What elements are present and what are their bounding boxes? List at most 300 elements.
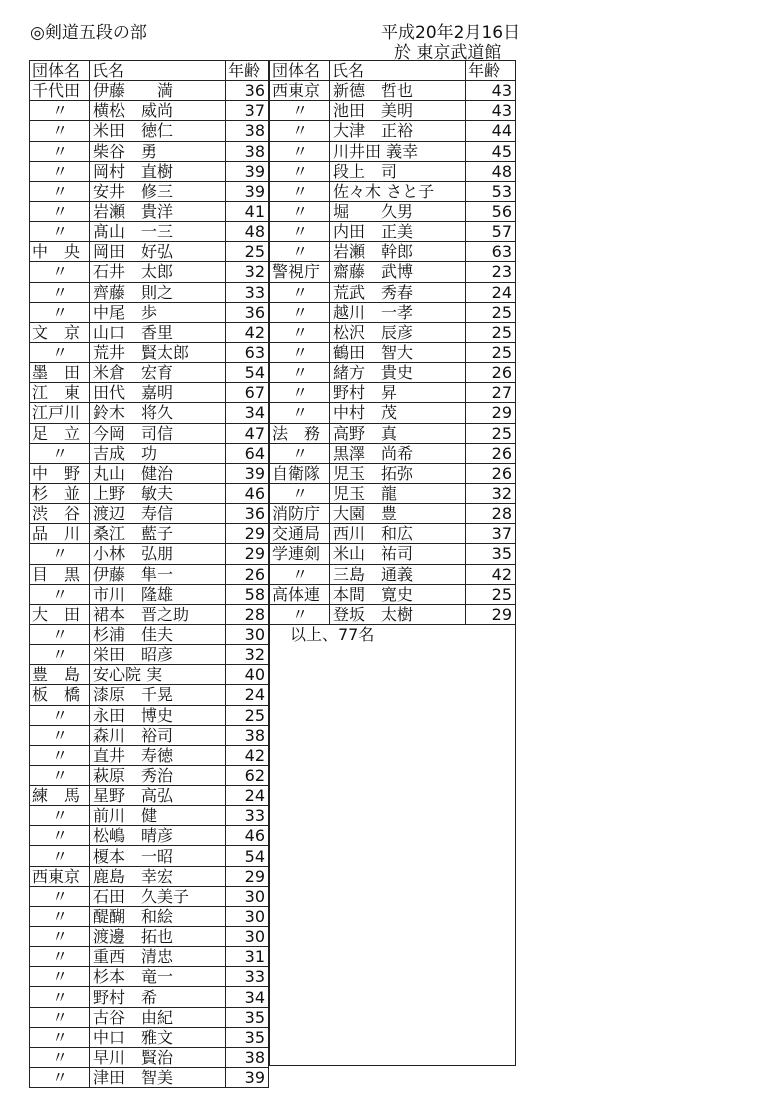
table-row <box>30 886 269 906</box>
table-row <box>30 645 269 665</box>
org-cell: 〃 <box>30 645 90 665</box>
org-cell: 文 京 <box>30 322 90 342</box>
blank-row <box>270 702 516 721</box>
age-cell: 29 <box>226 544 269 564</box>
age-cell: 25 <box>466 322 516 342</box>
table-row <box>30 665 269 685</box>
table-row <box>30 282 269 302</box>
name-cell: 直井 寿徳 <box>90 745 226 765</box>
name-cell: 古谷 由紀 <box>90 1007 226 1027</box>
age-cell: 41 <box>226 201 269 221</box>
name-cell: 本間 寛史 <box>330 584 466 604</box>
org-cell: 〃 <box>30 584 90 604</box>
age-cell: 24 <box>466 282 516 302</box>
age-cell: 33 <box>226 967 269 987</box>
org-cell: 渋 谷 <box>30 504 90 524</box>
table-row <box>270 262 516 282</box>
org-cell: 〃 <box>30 846 90 866</box>
table-row <box>30 1047 269 1067</box>
age-cell: 35 <box>226 1027 269 1047</box>
age-cell: 29 <box>466 604 516 624</box>
name-header: 氏名 <box>330 61 466 81</box>
age-cell: 36 <box>226 81 269 101</box>
blank-row <box>270 874 516 893</box>
org-cell: 〃 <box>30 927 90 947</box>
org-cell: 〃 <box>30 1068 90 1088</box>
age-cell: 24 <box>226 786 269 806</box>
blank-row <box>270 835 516 854</box>
blank-cell <box>270 702 516 721</box>
table-row <box>270 483 516 503</box>
age-cell: 30 <box>226 906 269 926</box>
blank-cell <box>270 816 516 835</box>
table-row <box>30 765 269 785</box>
name-cell: 安井 修三 <box>90 181 226 201</box>
table-row <box>30 383 269 403</box>
blank-cell <box>270 855 516 874</box>
table-row <box>30 604 269 624</box>
org-cell: 学連剣 <box>270 544 330 564</box>
name-cell: 渡邊 拓也 <box>90 927 226 947</box>
name-cell: 上野 敏夫 <box>90 483 226 503</box>
org-cell: 〃 <box>270 161 330 181</box>
org-cell: 〃 <box>270 242 330 262</box>
summary-row <box>270 624 516 644</box>
name-cell: 榎本 一昭 <box>90 846 226 866</box>
table-row <box>30 322 269 342</box>
table-row <box>30 685 269 705</box>
table-row <box>30 181 269 201</box>
age-cell: 56 <box>466 201 516 221</box>
name-cell: 漆原 千晃 <box>90 685 226 705</box>
name-cell: 荒武 秀春 <box>330 282 466 302</box>
name-cell: 市川 隆雄 <box>90 584 226 604</box>
org-cell: 〃 <box>270 201 330 221</box>
blank-row <box>270 682 516 701</box>
org-cell: 〃 <box>30 806 90 826</box>
page-title: ◎剣道五段の部 <box>30 23 147 43</box>
right-table-body <box>270 81 516 1066</box>
age-cell: 30 <box>226 927 269 947</box>
age-cell: 23 <box>466 262 516 282</box>
table-row <box>30 725 269 745</box>
blank-cell <box>270 874 516 893</box>
name-cell: 岡村 直樹 <box>90 161 226 181</box>
org-cell: 練 馬 <box>30 786 90 806</box>
table-row <box>30 483 269 503</box>
age-cell: 25 <box>466 584 516 604</box>
name-cell: 高野 真 <box>330 423 466 443</box>
name-cell: 野村 昇 <box>330 383 466 403</box>
name-cell: 登坂 太樹 <box>330 604 466 624</box>
age-cell: 26 <box>466 443 516 463</box>
age-cell: 46 <box>226 826 269 846</box>
age-cell: 38 <box>226 121 269 141</box>
org-cell: 江戸川 <box>30 403 90 423</box>
org-cell: 〃 <box>270 342 330 362</box>
table-row <box>270 81 516 101</box>
name-cell: 中口 雅文 <box>90 1027 226 1047</box>
age-cell: 63 <box>466 242 516 262</box>
age-cell: 25 <box>466 302 516 322</box>
table-row <box>30 342 269 362</box>
table-row <box>270 181 516 201</box>
name-cell: 齋藤 武博 <box>330 262 466 282</box>
org-cell: 警視庁 <box>270 262 330 282</box>
age-cell: 39 <box>226 161 269 181</box>
age-cell: 30 <box>226 886 269 906</box>
blank-cell <box>270 1008 516 1027</box>
summary-text: 以上、77名 <box>270 624 516 644</box>
blank-cell <box>270 835 516 854</box>
name-cell: 栄田 昭彦 <box>90 645 226 665</box>
table-row <box>30 141 269 161</box>
name-cell: 重西 清忠 <box>90 947 226 967</box>
name-cell: 丸山 健治 <box>90 463 226 483</box>
org-cell: 〃 <box>30 181 90 201</box>
org-cell: 〃 <box>30 121 90 141</box>
blank-cell <box>270 950 516 969</box>
org-cell: 〃 <box>30 544 90 564</box>
org-cell: 〃 <box>30 725 90 745</box>
age-cell: 26 <box>466 463 516 483</box>
table-row <box>270 302 516 322</box>
org-cell: 〃 <box>30 1007 90 1027</box>
age-cell: 54 <box>226 846 269 866</box>
org-cell: 目 黒 <box>30 564 90 584</box>
age-cell: 38 <box>226 141 269 161</box>
table-row <box>270 242 516 262</box>
table-row <box>30 161 269 181</box>
blank-row <box>270 816 516 835</box>
age-cell: 29 <box>226 524 269 544</box>
table-row <box>270 504 516 524</box>
age-cell: 63 <box>226 342 269 362</box>
age-cell: 57 <box>466 222 516 242</box>
org-cell: 〃 <box>270 181 330 201</box>
name-cell: 堀 久男 <box>330 201 466 221</box>
name-cell: 津田 智美 <box>90 1068 226 1088</box>
table-row <box>270 101 516 121</box>
blank-row <box>270 855 516 874</box>
org-cell: 〃 <box>30 624 90 644</box>
table-row <box>30 624 269 644</box>
age-cell: 25 <box>466 423 516 443</box>
org-cell: 〃 <box>270 363 330 383</box>
name-cell: 田代 嘉明 <box>90 383 226 403</box>
age-cell: 30 <box>226 624 269 644</box>
age-cell: 35 <box>226 1007 269 1027</box>
age-cell: 36 <box>226 504 269 524</box>
org-cell: 〃 <box>270 121 330 141</box>
org-cell: 〃 <box>30 101 90 121</box>
name-cell: 内田 正美 <box>330 222 466 242</box>
age-cell: 43 <box>466 101 516 121</box>
age-cell: 67 <box>226 383 269 403</box>
age-header: 年齢 <box>226 61 269 81</box>
table-row <box>270 363 516 383</box>
event-date: 平成20年2月16日 <box>381 23 521 43</box>
name-cell: 野村 希 <box>90 987 226 1007</box>
age-cell: 45 <box>466 141 516 161</box>
org-cell: 消防庁 <box>270 504 330 524</box>
table-row <box>270 463 516 483</box>
name-cell: 山口 香里 <box>90 322 226 342</box>
org-cell: 自衛隊 <box>270 463 330 483</box>
name-cell: 伊藤 隼一 <box>90 564 226 584</box>
name-cell: 鈴木 将久 <box>90 403 226 423</box>
table-row <box>30 222 269 242</box>
name-cell: 石井 太郎 <box>90 262 226 282</box>
org-cell: 〃 <box>270 383 330 403</box>
table-row <box>30 101 269 121</box>
blank-cell <box>270 740 516 759</box>
age-cell: 32 <box>466 483 516 503</box>
event-venue: 於 東京武道館 <box>394 43 502 63</box>
table-row <box>30 947 269 967</box>
org-cell: 杉 並 <box>30 483 90 503</box>
org-cell: 〃 <box>30 886 90 906</box>
blank-row <box>270 912 516 931</box>
blank-row <box>270 721 516 740</box>
age-cell: 53 <box>466 181 516 201</box>
age-cell: 26 <box>466 363 516 383</box>
table-row <box>30 584 269 604</box>
name-cell: 裙本 晋之助 <box>90 604 226 624</box>
name-cell: 伊藤 満 <box>90 81 226 101</box>
age-header: 年齢 <box>466 61 516 81</box>
name-cell: 佐々木 さと子 <box>330 181 466 201</box>
name-cell: 池田 美明 <box>330 101 466 121</box>
name-cell: 大津 正裕 <box>330 121 466 141</box>
org-cell: 〃 <box>270 302 330 322</box>
table-row <box>270 383 516 403</box>
org-cell: 法 務 <box>270 423 330 443</box>
table-row <box>270 201 516 221</box>
name-cell: 柴谷 勇 <box>90 141 226 161</box>
table-row <box>270 544 516 564</box>
table-row <box>30 262 269 282</box>
age-cell: 31 <box>226 947 269 967</box>
org-cell: 千代田 <box>30 81 90 101</box>
org-cell: 大 田 <box>30 604 90 624</box>
blank-row <box>270 950 516 969</box>
org-cell: 〃 <box>30 987 90 1007</box>
name-cell: 黒澤 尚希 <box>330 443 466 463</box>
org-cell: 〃 <box>270 483 330 503</box>
blank-cell <box>270 1046 516 1066</box>
name-header: 氏名 <box>90 61 226 81</box>
org-header: 団体名 <box>30 61 90 81</box>
table-row <box>30 1068 269 1088</box>
table-row <box>270 322 516 342</box>
org-cell: 〃 <box>30 745 90 765</box>
blank-row <box>270 1008 516 1027</box>
age-cell: 64 <box>226 443 269 463</box>
age-cell: 32 <box>226 645 269 665</box>
blank-row <box>270 1027 516 1046</box>
table-row <box>30 463 269 483</box>
age-cell: 25 <box>466 342 516 362</box>
table-row <box>30 564 269 584</box>
blank-cell <box>270 893 516 912</box>
table-row <box>30 423 269 443</box>
table-row <box>30 242 269 262</box>
org-cell: 足 立 <box>30 423 90 443</box>
table-row <box>30 121 269 141</box>
age-cell: 44 <box>466 121 516 141</box>
org-cell: 〃 <box>30 141 90 161</box>
org-cell: 豊 島 <box>30 665 90 685</box>
org-cell: 〃 <box>270 141 330 161</box>
org-cell: 〃 <box>270 403 330 423</box>
blank-cell <box>270 969 516 988</box>
table-row <box>270 121 516 141</box>
blank-cell <box>270 721 516 740</box>
org-cell: 墨 田 <box>30 363 90 383</box>
org-cell: 板 橋 <box>30 685 90 705</box>
name-cell: 今岡 司信 <box>90 423 226 443</box>
name-cell: 大園 豊 <box>330 504 466 524</box>
table-row <box>270 604 516 624</box>
org-cell: 〃 <box>30 161 90 181</box>
blank-cell <box>270 663 516 682</box>
org-cell: 中 野 <box>30 463 90 483</box>
name-cell: 渡辺 寿信 <box>90 504 226 524</box>
name-cell: 段上 司 <box>330 161 466 181</box>
table-row <box>270 584 516 604</box>
table-row <box>30 786 269 806</box>
table-row <box>30 443 269 463</box>
blank-row <box>270 931 516 950</box>
age-cell: 26 <box>226 564 269 584</box>
age-cell: 33 <box>226 282 269 302</box>
org-cell: 西東京 <box>270 81 330 101</box>
blank-row <box>270 740 516 759</box>
org-cell: 江 東 <box>30 383 90 403</box>
table-row <box>30 806 269 826</box>
name-cell: 岩瀬 幹郎 <box>330 242 466 262</box>
table-row <box>30 745 269 765</box>
age-cell: 46 <box>226 483 269 503</box>
age-cell: 54 <box>226 363 269 383</box>
table-row <box>270 222 516 242</box>
age-cell: 37 <box>466 524 516 544</box>
name-cell: 石田 久美子 <box>90 886 226 906</box>
roster-table-right <box>269 60 516 1066</box>
roster-table-left <box>29 60 269 1088</box>
name-cell: 鹿島 幸宏 <box>90 866 226 886</box>
org-cell: 〃 <box>30 282 90 302</box>
blank-cell <box>270 778 516 797</box>
table-row <box>270 161 516 181</box>
age-cell: 48 <box>226 222 269 242</box>
name-cell: 吉成 功 <box>90 443 226 463</box>
blank-cell <box>270 644 516 663</box>
age-cell: 39 <box>226 463 269 483</box>
age-cell: 40 <box>226 665 269 685</box>
table-row <box>30 866 269 886</box>
age-cell: 43 <box>466 81 516 101</box>
name-cell: 齊藤 則之 <box>90 282 226 302</box>
age-cell: 24 <box>226 685 269 705</box>
org-cell: 〃 <box>30 705 90 725</box>
blank-row <box>270 969 516 988</box>
org-cell: 〃 <box>270 322 330 342</box>
table-row <box>270 403 516 423</box>
org-cell: 〃 <box>30 947 90 967</box>
name-cell: 早川 賢治 <box>90 1047 226 1067</box>
org-cell: 〃 <box>270 443 330 463</box>
name-cell: 桑江 藍子 <box>90 524 226 544</box>
age-cell: 47 <box>226 423 269 443</box>
age-cell: 34 <box>226 987 269 1007</box>
age-cell: 28 <box>466 504 516 524</box>
name-cell: 中村 茂 <box>330 403 466 423</box>
blank-cell <box>270 912 516 931</box>
org-cell: 〃 <box>270 101 330 121</box>
table-row <box>270 282 516 302</box>
name-cell: 安心院 実 <box>90 665 226 685</box>
blank-row <box>270 1046 516 1066</box>
table-row <box>270 342 516 362</box>
org-cell: 〃 <box>30 765 90 785</box>
name-cell: 萩原 秀治 <box>90 765 226 785</box>
name-cell: 越川 一孝 <box>330 302 466 322</box>
age-cell: 25 <box>226 242 269 262</box>
blank-row <box>270 759 516 778</box>
org-cell: 〃 <box>30 443 90 463</box>
name-cell: 松嶋 晴彦 <box>90 826 226 846</box>
age-cell: 38 <box>226 1047 269 1067</box>
age-cell: 34 <box>226 403 269 423</box>
name-cell: 緒方 貴史 <box>330 363 466 383</box>
org-cell: 〃 <box>30 262 90 282</box>
name-cell: 髙山 一三 <box>90 222 226 242</box>
age-cell: 62 <box>226 765 269 785</box>
age-cell: 48 <box>466 161 516 181</box>
org-cell: 〃 <box>30 967 90 987</box>
org-cell: 〃 <box>30 201 90 221</box>
age-cell: 33 <box>226 806 269 826</box>
org-cell: 〃 <box>30 1027 90 1047</box>
table-row <box>30 846 269 866</box>
blank-row <box>270 778 516 797</box>
blank-row <box>270 644 516 663</box>
table-row <box>30 705 269 725</box>
age-cell: 28 <box>226 604 269 624</box>
name-cell: 中尾 歩 <box>90 302 226 322</box>
name-cell: 西川 和広 <box>330 524 466 544</box>
table-row <box>270 443 516 463</box>
org-cell: 〃 <box>270 222 330 242</box>
age-cell: 35 <box>466 544 516 564</box>
name-cell: 米倉 宏育 <box>90 363 226 383</box>
org-cell: 〃 <box>30 826 90 846</box>
name-cell: 小林 弘朋 <box>90 544 226 564</box>
name-cell: 米山 祐司 <box>330 544 466 564</box>
name-cell: 川井田 義幸 <box>330 141 466 161</box>
age-cell: 36 <box>226 302 269 322</box>
left-table-body <box>30 81 269 1088</box>
age-cell: 42 <box>466 564 516 584</box>
table-row <box>270 423 516 443</box>
name-cell: 前川 健 <box>90 806 226 826</box>
name-cell: 星野 高弘 <box>90 786 226 806</box>
name-cell: 横松 威尚 <box>90 101 226 121</box>
org-cell: 高体連 <box>270 584 330 604</box>
age-cell: 27 <box>466 383 516 403</box>
